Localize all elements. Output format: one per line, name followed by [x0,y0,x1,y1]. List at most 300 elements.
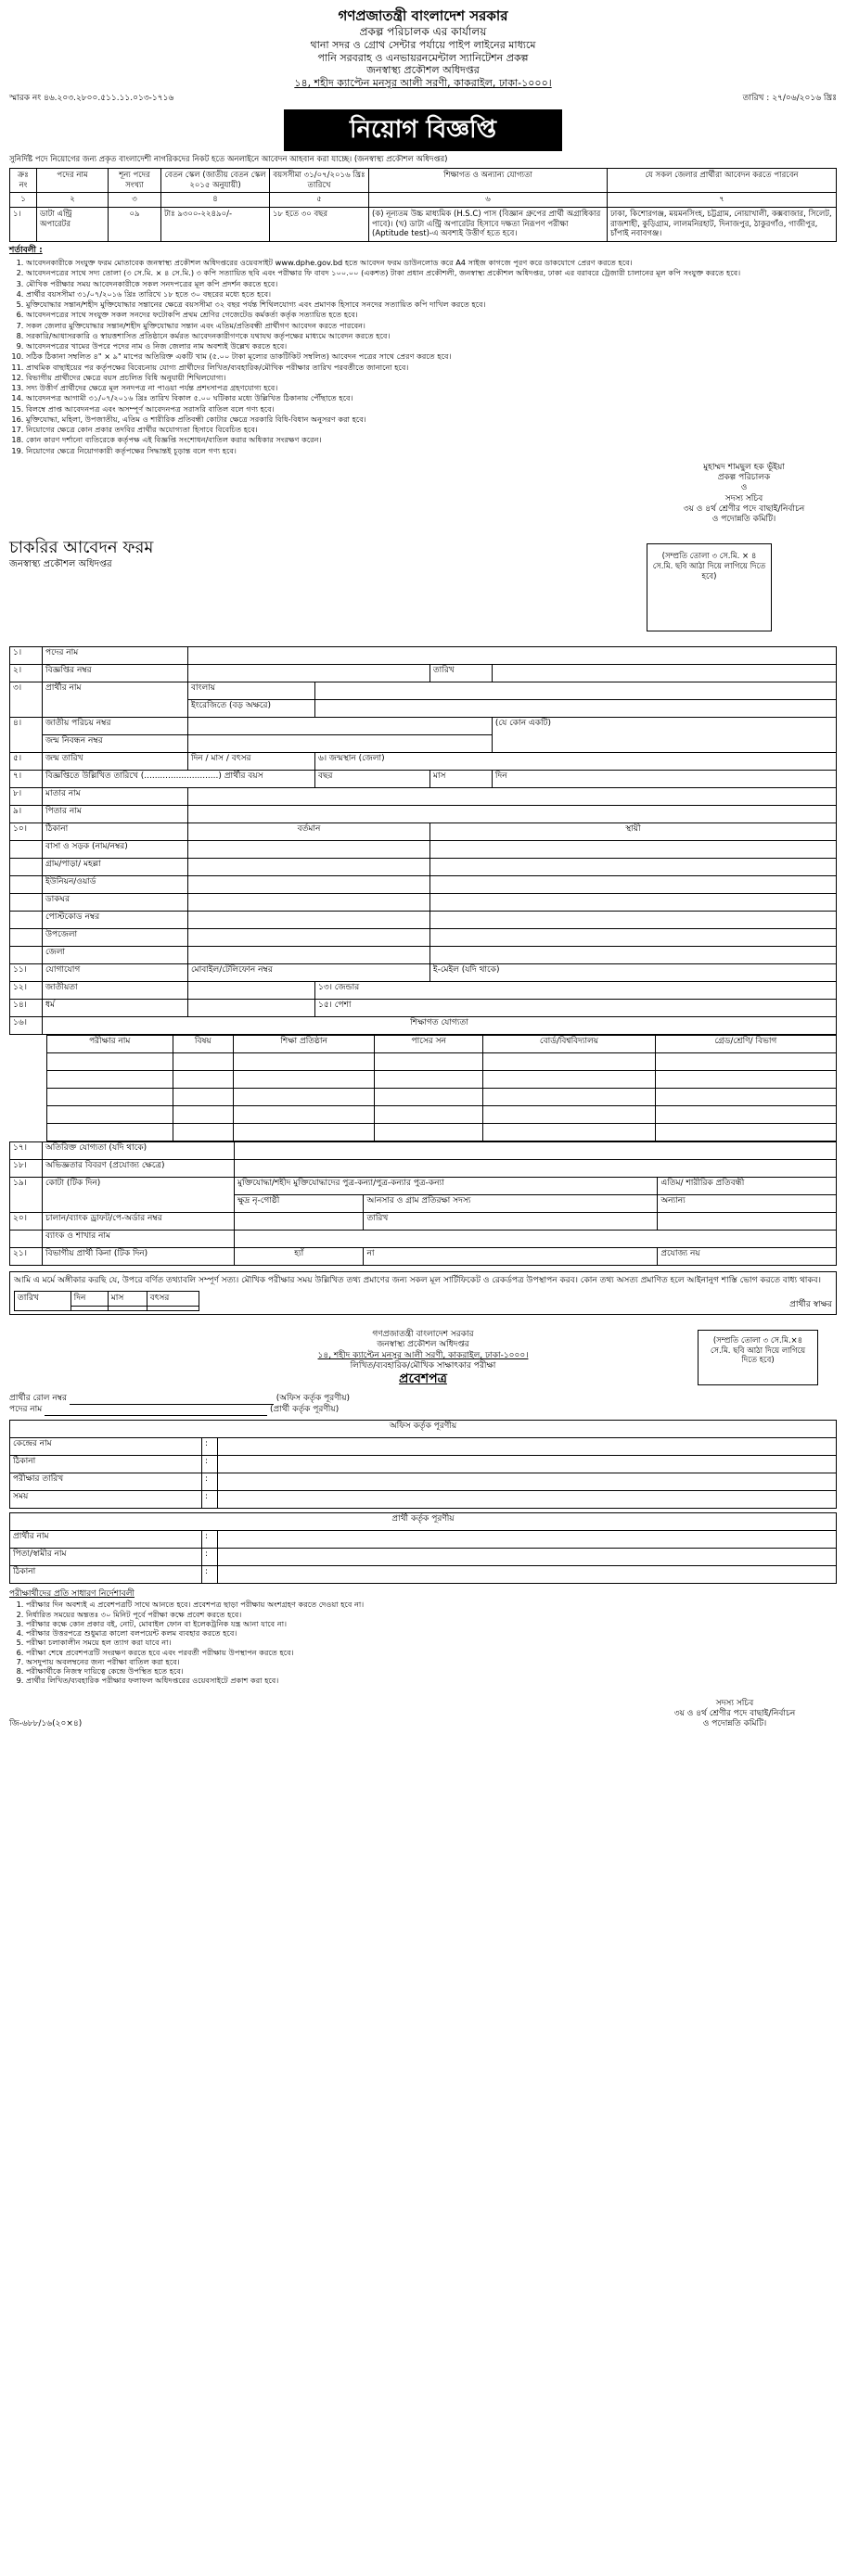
term-item: 2. আবেদনপত্রের সাথে সদ্য তোলা (৩ সে.মি. × ৪ সে.মি.) ৩ কপি সত্যায়িত ছবি এবং পরীক্ষার ফি বাবদ ১০০.০০ (একশত) টাকা প্রধান প্রকৌশলী, জনস্বাস্থ্য প্রকৌশল অধিদপ্তর, ঢাকা এর বরাবরে ট্রেজারী চালানের মূল কপি সংযুক্ত করতে হবে। [26,268,837,277]
cand-fill-heading: প্রার্থী কর্তৃক পূরণীয় [10,1513,837,1531]
row-label: জাতীয়তা [43,982,188,1000]
row-number: ১২। [10,982,43,1000]
admit-dept: জনস্বাস্থ্য প্রকৌশল অধিদপ্তর [377,1340,469,1350]
instruction-item: 7. অসদুপায় অবলম্বনের জন্য পরীক্ষা বাতিল করা হবে। [26,1657,837,1666]
term-item: 17. নিয়োগের ক্ষেত্রে কোন প্রকার তদবির প্রার্থীর অযোগ্যতা হিসাবে বিবেচিত হবে। [26,425,837,434]
vacancy-cell: (ক) নূন্যতম উচ্চ মাধ্যমিক (H.S.C) পাস (বিজ্ঞান গ্রুপের প্রার্থী অগ্রাধিকার পাবে)। (খ) ডাটা এন্ট্রি অপারেটর হিসাবে দক্ষতা নিরূপণ পরীক্ষা (Aptitude test)-এ অবশ্যই উত্তীর্ণ হতে হবে। [369,208,608,242]
column-number: ৩ [109,193,161,208]
quota-option[interactable]: এতিম/ শারীরিক প্রতিবন্ধী [658,1178,837,1195]
form-input[interactable] [235,1160,837,1178]
decl-month: মাস [108,1291,147,1306]
admit-row-label: পিতা/স্বামীর নাম [10,1549,202,1566]
roll-input[interactable] [70,1394,274,1405]
memo-row [9,94,837,104]
edu-input[interactable] [47,1071,173,1089]
admit-sign-role: ও পদোন্নতি কমিটি। [702,1719,767,1729]
row-label: গ্রাম/পাড়া/ মহল্লা [43,859,188,876]
dob-year: বৎসর [231,754,251,764]
govt-name: গণপ্রজাতন্ত্রী বাংলাদেশ সরকার [338,7,508,24]
gender-input[interactable]: ১৩। জেন্ডার [315,982,837,1000]
term-item: 18. কোন কারণ দর্শানো ব্যতিরেকে কর্তৃপক্ষ এই বিজ্ঞপ্তি সংশোধন/বাতিল করার অধিকার সংরক্ষণ করেন। [26,435,837,444]
admit-office-row: কেন্দ্রের নাম : [10,1438,837,1456]
vacancy-header: যে সকল জেলার প্রার্থীরা আবেদন করতে পারবেন [608,169,837,193]
edu-input[interactable] [483,1124,655,1141]
form-row [10,806,837,823]
address-permanent-header: স্থায়ী [429,823,836,841]
admit-signature [633,1699,837,1730]
instruction-item: 4. পরীক্ষার উত্তরপত্রে শুধুমাত্র কালো বলপয়েন্ট কলম ব্যবহার করতে হবে। [26,1628,837,1638]
row-number: ১১। [10,964,43,982]
row-label: উপজেলা [43,929,188,947]
row-label: পদের নাম [43,647,188,665]
post-label: পদের নাম [9,1404,43,1414]
print-code: জি-৬৮৮/১৬(২০×৪) [9,1719,83,1729]
term-item: 14. আবেদনপত্র আগামী ৩১/০৭/২০১৬ খ্রিঃ তারিখ বিকাল ৫.০০ ঘটিকার মধ্যে উল্লিখিত ঠিকানায় পৌঁছাতে হবে। [26,393,837,402]
row-label: পিতার নাম [43,806,188,823]
edu-input[interactable] [47,1089,173,1106]
term-item: 10. সঠিক ঠিকানা সম্বলিত ৪" × ৯" মাপের অতিরিক্ত একটি খাম (৫.০০ টাকা মূল্যের ডাকটিকিট সম্বলিত) আবেদন পত্রের সাথে প্রেরণ করতে হবে। [26,351,837,361]
form-input[interactable] [188,718,493,735]
edu-input[interactable] [173,1106,234,1124]
field-label: ইংরেজিতে (বড় অক্ষরে) [188,700,315,718]
edu-input[interactable] [655,1106,836,1124]
office-address: ১৪, শহীদ ক্যাপ্টেন মনসুর আলী সরণী, কাকরাইল, ঢাকা-১০০০। [294,77,552,89]
form-row [10,771,837,788]
edu-input[interactable] [375,1089,483,1106]
instruction-item: 8. পরীক্ষার্থীকে নিজস্ব দায়িত্বে কেন্দ্রে উপস্থিত হতে হবে। [26,1666,837,1676]
edu-input[interactable] [173,1071,234,1089]
term-item: 7. সকল জেলার মুক্তিযোদ্ধার সন্তান/শহীদ মুক্তিযোদ্ধার সন্তান এবং এতিম/প্রতিবন্ধী প্রার্থীগণ আবেদন করতে পারবেন। [26,321,837,330]
instruction-item: 1. পরীক্ষার দিন অবশ্যই এ প্রবেশপত্রটি সাথে আনতে হবে। প্রবেশপত্র ছাড়া পরীক্ষায় অংশগ্রহণ করতে দেওয়া হবে না। [26,1600,837,1609]
row-label: চালান/ব্যাংক ড্রাফট/পে-অর্ডার নম্বর [43,1213,235,1231]
term-item: 8. সরকারি/আধাসরকারি ও স্বায়ত্তশাসিত প্রতিষ্ঠানে কর্মরত আবেদনকারীগণকে যথাযথ কর্তৃপক্ষের মাধ্যমে আবেদন করতে হবে। [26,331,837,340]
row-label: ঠিকানা [43,823,188,841]
form-row [10,1213,837,1231]
form-input[interactable] [188,841,430,859]
form-row [10,682,837,700]
mobile-input[interactable]: মোবাইল/টেলিফোন নম্বর [188,964,430,982]
vacancy-cell: ঢাকা, কিশোরগঞ্জ, ময়মনসিংহ, চট্টগ্রাম, নোয়াখালী, কক্সবাজার, সিলেট, রাজশাহী, কুড়িগ্রাম, লালমনিরহাট, দিনাজপুর, ঠাকুরগাঁও, গাজীপুর, চাঁপাই নবাবগঞ্জ। [608,208,837,242]
post-note: (প্রার্থী কর্তৃক পূরণীয়) [270,1404,340,1414]
admit-row-label: পরীক্ষার তারিখ [10,1473,202,1491]
field-label: তারিখ [429,665,492,682]
admit-title: প্রবেশপত্র [399,1371,447,1387]
edu-input[interactable] [483,1106,655,1124]
admit-office-table [9,1420,837,1509]
edu-input[interactable] [483,1089,655,1106]
row-label: অভিজ্ঞতার বিবরণ (প্রযোজ্য ক্ষেত্রে) [43,1160,235,1178]
admit-office-row: সময় : [10,1491,837,1509]
form-input[interactable] [188,647,837,665]
admit-address: ১৪, শহীদ ক্যাপ্টেন মনসুর আলী সরণী, কাকরাইল, ঢাকা-১০০০। [317,1350,529,1360]
row-label: ব্যাংক ও শাখার নাম [43,1231,235,1248]
edu-input[interactable] [47,1053,173,1071]
education-table [46,1035,837,1141]
edu-header: গ্রেড/শ্রেণি/ বিভাগ [655,1036,836,1053]
form-row [10,929,837,947]
row-number: ১। [10,647,43,665]
education-row [47,1053,837,1071]
row-number: ৯। [10,806,43,823]
row-number: ১০। [10,823,43,841]
vacancy-cell: টাঃ ৯৩০০-২২৪৯০/- [161,208,270,242]
education-header-row [47,1036,837,1053]
row-label: ধর্ম [43,1000,188,1017]
edu-input[interactable] [234,1053,375,1071]
roll-note: (অফিস কর্তৃক পূরণীয়) [276,1393,351,1403]
form-title: চাকরির আবেদন ফরম [9,538,154,558]
edu-input[interactable] [234,1124,375,1141]
vacancy-header: ক্রঃ নং [10,169,37,193]
admit-card [9,1330,837,1729]
form-row [10,665,837,682]
birth-place-input[interactable]: ৬। জন্মস্থান (জেলা) [315,753,837,771]
form-row [10,964,837,982]
row-number: ৮। [10,788,43,806]
admit-cand-header [10,1513,837,1531]
quota-option[interactable]: ক্ষুদ্র নৃ-গোষ্ঠী [235,1195,364,1213]
row-number: ১৯। [10,1178,43,1213]
decl-date-label: তারিখ [15,1291,71,1310]
row-label: যোগাযোগ [43,964,188,982]
form-input[interactable] [315,700,837,718]
form-input[interactable] [658,1213,837,1231]
form-input[interactable] [429,947,836,964]
education-row [47,1071,837,1089]
vacancy-table [9,168,837,242]
age-year[interactable]: বছর [315,771,430,788]
form-row [10,912,837,929]
education-heading: শিক্ষাগত যোগ্যতা [43,1017,837,1035]
edu-header: বোর্ড/বিশ্ববিদ্যালয় [483,1036,655,1053]
form-input[interactable] [188,876,430,894]
admit-cand-row: ঠিকানা : [10,1566,837,1584]
admit-input[interactable] [218,1491,837,1509]
form-row [10,788,837,806]
form-table-top [9,646,837,1035]
row-label: প্রার্থীর নাম [43,682,188,718]
admit-input[interactable] [218,1549,837,1566]
no-option[interactable]: না [364,1248,658,1266]
not-applicable-option[interactable]: প্রযোজ্য নয় [658,1248,837,1266]
row-label: জাতীয় পরিচয় নম্বর [43,718,188,735]
term-item: 5. মুক্তিযোদ্ধার সন্তান/শহীদ মুক্তিযোদ্ধার সন্তানের ক্ষেত্রে বয়সসীমা ৩২ বছর পর্যন্ত শিথিলযোগ্য এবং প্রমাণক হিসাবে সনদের সত্যায়িত কপি দাখিল করতে হবে। [26,300,837,309]
admit-photo-box[interactable]: (সম্প্রতি তোলা ৩ সে.মি.×৪ সে.মি. ছবি আঠা দিয়ে লাগিয়ে দিতে হবে) [698,1330,818,1385]
profession-input[interactable]: ১৫। পেশা [315,1000,837,1017]
dob-day: দিন [191,754,203,764]
row-label: মাতার নাম [43,788,188,806]
row-number: ২। [10,665,43,682]
form-row [10,1231,837,1248]
form-input[interactable] [188,788,837,806]
form-row [10,947,837,964]
row-label: ডাকঘর [43,894,188,912]
edu-input[interactable] [655,1053,836,1071]
dob-month: মাস [211,754,224,764]
age-month[interactable]: মাস [429,771,492,788]
admit-govt: গণপ্রজাতন্ত্রী বাংলাদেশ সরকার [372,1330,474,1340]
form-input[interactable] [188,982,315,1000]
post-input[interactable] [45,1405,267,1416]
admit-input[interactable] [218,1473,837,1491]
age-day[interactable]: দিন [492,771,836,788]
admit-exam-type: লিখিত/ব্যবহারিক/মৌখিক সাক্ষাৎকার পরীক্ষা [350,1360,496,1371]
vacancy-header-row [10,169,837,193]
row-label: বিভাগীয় প্রার্থী কিনা (টিক দিন) [43,1248,235,1266]
instructions-list [9,1600,837,1685]
admit-sign-role: সদস্য সচিব [715,1698,754,1708]
decl-day: দিন [70,1291,108,1306]
form-input[interactable] [188,806,837,823]
notice-header [9,7,837,90]
form-table-bottom [9,1141,837,1266]
edu-input[interactable] [173,1053,234,1071]
column-number: ২ [37,193,109,208]
form-subtitle: জনস্বাস্থ্য প্রকৌশল অধিদপ্তর [9,558,112,569]
admit-row-label: প্রার্থীর নাম [10,1531,202,1549]
edu-input[interactable] [375,1071,483,1089]
row-number: ১৭। [10,1142,43,1160]
row-label: জন্ম তারিখ [43,753,188,771]
edu-input[interactable] [375,1124,483,1141]
edu-header: পরীক্ষার নাম [47,1036,173,1053]
applicant-signature: প্রার্থীর স্বাক্ষর [789,1299,832,1309]
row-label: পোস্টকোড নম্বর [43,912,188,929]
terms-list [9,258,837,455]
instruction-item: 2. নির্ধারিত সময়ের অন্ততঃ ৩০ মিনিট পূর্বে পরীক্ষা কক্ষে প্রবেশ করতে হবে। [26,1610,837,1619]
form-row [10,1017,837,1035]
admit-sign-role: ৩য় ও ৪র্থ শ্রেণীর পদে বাছাই/নির্বাচন [673,1708,796,1718]
address-present-header: বর্তমান [188,823,430,841]
form-input[interactable] [315,682,837,700]
form-input[interactable] [188,912,430,929]
row-label: অতিরিক্ত যোগ্যতা (যদি থাকে) [43,1142,235,1160]
project-line-1: থানা সদর ও গ্রোথ সেন্টার পর্যায়ে পাইপ লাইনের মাধ্যমে [310,38,536,51]
edu-input[interactable] [173,1124,234,1141]
row-number: ৪। [10,718,43,753]
column-number: ১ [10,193,37,208]
row-number: ১৪। [10,1000,43,1017]
form-input[interactable] [429,876,836,894]
vacancy-header: বয়সসীমা ৩১/০৭/২০১৬ খ্রিঃ তারিখে [270,169,369,193]
admit-cand-row: পিতা/স্বামীর নাম : [10,1549,837,1566]
term-item: 19. নিয়োগের ক্ষেত্রে নিয়োগকারী কর্তৃপক্ষের সিদ্ধান্তই চূড়ান্ত বলে গণ্য হবে। [26,446,837,455]
notice-intro: সুনির্দিষ্ট পদে নিয়োগের জন্য প্রকৃত বাংলাদেশী নাগরিকদের নিকট হতে অনলাইনে আবেদন আহবান করা যাচ্ছে। (জনস্বাস্থ্য প্রকৌশল অধিদপ্তর) [9,154,448,164]
quota-option[interactable]: মুক্তিযোদ্ধা/শহীদ মুক্তিযোদ্ধাদের পুত্র-কন্যা/পুত্র-কন্যার পুত্র-কন্যা [235,1178,658,1195]
form-input[interactable] [188,947,430,964]
yes-option[interactable]: হ্যাঁ [235,1248,364,1266]
row-number: ৩। [10,682,43,718]
instructions-title: পরীক্ষার্থীদের প্রতি সাধারণ নির্দেশাবলী [9,1589,135,1600]
form-input[interactable] [492,665,836,682]
edu-header: পাসের সন [375,1036,483,1053]
form-row [10,859,837,876]
education-row [47,1124,837,1141]
admit-row-label: ঠিকানা [10,1456,202,1473]
vacancy-header: শূন্য পদের সংখ্যা [109,169,161,193]
term-item: 13. সদ্য উত্তীর্ণ প্রার্থীদের ক্ষেত্রে মূল সনদপত্র না পাওয়া পর্যন্ত প্রশংসাপত্র গ্রহণযোগ্য হবে। [26,383,837,392]
form-input[interactable] [188,1000,315,1017]
edu-header: বিষয় [173,1036,234,1053]
signatory-role: ও পদোন্নতি কমিটি। [711,515,776,525]
admit-footer [9,1699,837,1730]
form-row [10,1142,837,1160]
form-input[interactable] [429,929,836,947]
instruction-item: 5. পরীক্ষা চলাকালীন সময়ে হল ত্যাগ করা যাবে না। [26,1638,837,1647]
quota-option[interactable]: অন্যান্য [658,1195,837,1213]
edu-input[interactable] [375,1106,483,1124]
term-item: 9. আবেদনপত্রের খামের উপরে পদের নাম ও নিজ জেলার নাম অবশ্যই উল্লেখ করতে হবে। [26,341,837,351]
form-input[interactable] [235,1231,837,1248]
vacancy-number-row [10,193,837,208]
edu-input[interactable] [47,1106,173,1124]
signatory-role: প্রকল্প পরিচালক [717,473,771,483]
form-input[interactable] [235,1142,837,1160]
project-line-2: পানি সরবরাহ ও এনভায়রনমেন্টাল স্যানিটেশন প্রকল্প [317,51,529,64]
term-item: 6. আবেদনপত্রের সাথে সংযুক্ত সকল সনদের ফটোকপি প্রথম শ্রেণির গেজেটেড কর্মকর্তা কর্তৃক সত্যায়িত হতে হবে। [26,310,837,319]
declaration-box [9,1271,837,1315]
roll-line [9,1394,837,1405]
admit-cand-row: প্রার্থীর নাম : [10,1531,837,1549]
column-number: ৫ [270,193,369,208]
form-row [10,647,837,665]
row-label: বাসা ও সড়ক (নাম/নম্বর) [43,841,188,859]
admit-row-label: কেন্দ্রের নাম [10,1438,202,1456]
dob-input[interactable]: দিন / মাস / বৎসর [188,753,315,771]
edu-input[interactable] [655,1124,836,1141]
post-line [9,1405,837,1416]
form-row [10,718,837,735]
education-row [47,1089,837,1106]
notice-title: নিয়োগ বিজ্ঞপ্তি [284,109,562,151]
edu-input[interactable] [173,1089,234,1106]
term-item: 1. আবেদনকারীকে সংযুক্ত ফরম মোতাবেক জনস্বাস্থ্য প্রকৌশল অধিদপ্তরের ওয়েবসাইট www.dphe.gov.bd হতে আবেদন ফরম ডাউনলোড করে A4 সাইজ কাগজে পূরণ করে ডাকযোগে প্রেরণ করতে হবে। [26,258,837,267]
edu-input[interactable] [234,1071,375,1089]
form-input[interactable] [188,894,430,912]
department-name: জনস্বাস্থ্য প্রকৌশল অধিদপ্তর [366,64,480,77]
form-row [10,823,837,841]
edu-input[interactable] [655,1071,836,1089]
vacancy-header: পদের নাম [37,169,109,193]
admit-office-row: পরীক্ষার তারিখ : [10,1473,837,1491]
row-label: বিজ্ঞপ্তিতে উল্লিখিত তারিখে (............................) প্রার্থীর বয়স [43,771,315,788]
vacancy-row [10,208,837,242]
form-row [10,1160,837,1178]
column-number: ৭ [608,193,837,208]
vacancy-cell: ডাটা এন্ট্রি অপারেটর [37,208,109,242]
notice-date: তারিখ : ২৭/০৬/২০১৬ খ্রিঃ [742,93,837,103]
admit-input[interactable] [218,1531,837,1549]
office-fill-heading: অফিস কর্তৃক পূরণীয় [10,1421,837,1438]
edu-input[interactable] [234,1089,375,1106]
vacancy-header: বেতন স্কেল (জাতীয় বেতন স্কেল ২০১৫ অনুযায়ী) [161,169,270,193]
edu-input[interactable] [375,1053,483,1071]
column-number: ৪ [161,193,270,208]
edu-input[interactable] [655,1089,836,1106]
form-row [10,1178,837,1195]
admit-input[interactable] [218,1438,837,1456]
row-label: জেলা [43,947,188,964]
admit-office-row: ঠিকানা : [10,1456,837,1473]
signatory-role: সদস্য সচিব [724,493,763,504]
vacancy-header: শিক্ষাগত ও অন্যান্য যোগ্যতা [369,169,608,193]
term-item: 3. মৌখিক পরীক্ষার সময় আবেদনকারীকে সকল সনদপত্রের মূল কপি প্রদর্শন করতে হবে। [26,279,837,288]
form-row [10,841,837,859]
terms-heading: শর্তাবলী : [9,245,43,255]
row-number: ৫। [10,753,43,771]
admit-candidate-table [9,1512,837,1584]
instruction-item: 9. প্রার্থীর লিখিত/ব্যবহারিক পরীক্ষার ফলাফল অধিদপ্তরের ওয়েবসাইটে প্রকাশ করা হবে। [26,1676,837,1685]
notice-signature [9,463,837,526]
row-label: জন্ম নিবন্ধন নম্বর [43,735,188,753]
form-input[interactable] [188,735,493,753]
term-item: 4. প্রার্থীর বয়সসীমা ৩১/০৭/২০১৬ খ্রিঃ তারিখে ১৮ হতে ৩০ বছরের মধ্যে হতে হবে। [26,289,837,299]
quota-option[interactable]: আনসার ও গ্রাম প্রতিরক্ষা সদস্য [364,1195,658,1213]
column-number: ৬ [369,193,608,208]
row-label: বিজ্ঞপ্তির নম্বর [43,665,188,682]
admit-input[interactable] [218,1566,837,1584]
edu-input[interactable] [47,1124,173,1141]
form-row [10,1000,837,1017]
form-row [10,753,837,771]
admit-input[interactable] [218,1456,837,1473]
form-input[interactable] [429,859,836,876]
edu-input[interactable] [483,1071,655,1089]
vacancy-cell: ১৮ হতে ৩০ বছর [270,208,369,242]
admit-office-header [10,1421,837,1438]
term-item: 15. বিলম্বে প্রাপ্ত আবেদনপত্র এবং অসম্পূর্ণ আবেদনপত্র সরাসরি বাতিল বলে গণ্য হবে। [26,404,837,414]
row-number: ২০। [10,1213,43,1231]
form-input[interactable] [429,841,836,859]
field-label: তারিখ [364,1213,658,1231]
email-input[interactable]: ই-মেইল (যদি থাকে) [429,964,836,982]
application-form [9,538,837,1315]
roll-label: প্রার্থীর রোল নম্বর [9,1393,67,1403]
photo-box[interactable]: (সম্প্রতি তোলা ৩ সে.মি. × ৪ সে.মি. ছবি আঠা দিয়ে লাগিয়ে দিতে হবে) [647,543,772,631]
form-row [10,982,837,1000]
form-input[interactable] [188,665,430,682]
row-label: ইউনিয়ন/ওয়ার্ড [43,876,188,894]
row-number: ২১। [10,1248,43,1266]
admit-row-label: ঠিকানা [10,1566,202,1584]
vacancy-cell: ১। [10,208,37,242]
admit-row-label: সময় [10,1491,202,1509]
form-input[interactable] [188,929,430,947]
form-input[interactable] [429,912,836,929]
form-input[interactable] [188,859,430,876]
term-item: 16. মুক্তিযোদ্ধা, মহিলা, উপজাতীয়, এতিম ও শারীরিক প্রতিবন্ধী কোটার ক্ষেত্রে সরকারি বিধি-বিধান অনুসরণ করা হবে। [26,414,837,424]
term-item: 12. বিভাগীয় প্রার্থীদের ক্ষেত্রে বয়স প্রচলিত বিধি অনুযায়ী শিথিলযোগ্য। [26,373,837,382]
signatory-role: ও [740,483,748,493]
edu-header: শিক্ষা প্রতিষ্ঠান [234,1036,375,1053]
instruction-item: 6. পরীক্ষা শেষে প্রবেশপত্রটি সংরক্ষণ করতে হবে এবং পরবর্তী পরীক্ষায় উপস্থাপন করতে হবে। [26,1648,837,1657]
form-input[interactable] [429,894,836,912]
form-row [10,1248,837,1266]
decl-year: বৎসর [147,1291,199,1306]
form-input[interactable] [235,1213,364,1231]
edu-input[interactable] [483,1053,655,1071]
row-number: ১৮। [10,1160,43,1178]
form-row [10,876,837,894]
edu-input[interactable] [234,1106,375,1124]
signatory-name: মুহাম্মদ শামছুল হক ভূঁইয়া [703,462,785,472]
form-row [10,894,837,912]
field-label: বাংলায় [188,682,315,700]
declaration-text: আমি এ মর্মে অঙ্গীকার করছি যে, উপরে বর্ণিত তথ্যাবলি সম্পূর্ণ সত্য। মৌখিক পরীক্ষার সময় উল্লিখিত তথ্য প্রমাণের জন্য সকল মূল সার্টিফিকেট ও রেকর্ডপত্র উপস্থাপন করব। কোন তথ্য অসত্য প্রমাণিত হলে আইনানুগ শাস্তি ভোগ করতে বাধ্য থাকব। [14,1276,821,1286]
field-note: (যে কোন একটি) [492,718,836,753]
row-number: ১৬। [10,1017,43,1035]
signatory-role: ৩য় ও ৪র্থ শ্রেণীর পদে বাছাই/নির্বাচন [683,504,805,514]
